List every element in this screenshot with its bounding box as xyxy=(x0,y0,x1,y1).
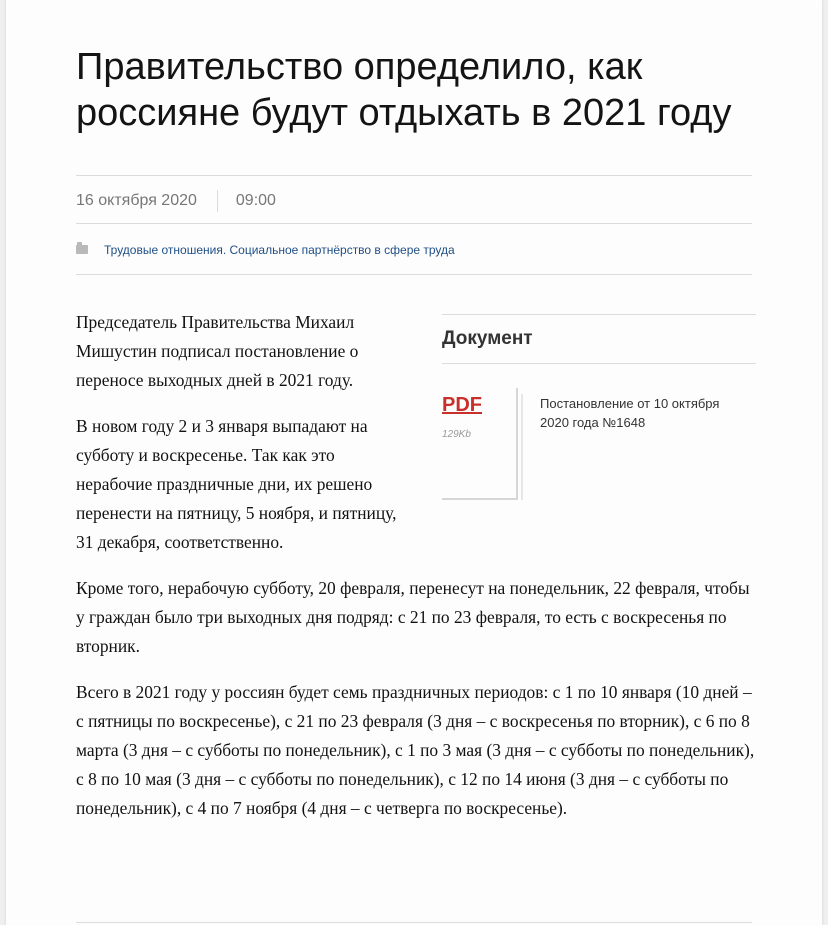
category-label[interactable]: Трудовые отношения. Социальное партнёрство в сфере труда xyxy=(104,243,455,257)
category-link[interactable] xyxy=(76,241,455,259)
publish-time: 09:00 xyxy=(235,192,276,209)
divider xyxy=(76,223,752,224)
document-name[interactable]: Постановление от 10 октября 2020 года №1648 xyxy=(540,396,720,430)
divider xyxy=(76,175,752,176)
folder-icon xyxy=(76,245,88,254)
article-meta xyxy=(76,190,276,212)
article-paragraph: Председатель Правительства Михаил Мишустин подписал постановление о переносе выходных дней в 2021 году. xyxy=(76,312,359,390)
article-page xyxy=(6,0,822,925)
article-paragraph: В новом году 2 и 3 января выпадают на субботу и воскресенье. Так как это нерабочие праздничные дни, их решено перенести на пятницу, 5 ноября, и пятницу, 31 декабря, соответственно. xyxy=(76,416,397,552)
divider xyxy=(76,922,752,923)
article-paragraph: Всего в 2021 году у россиян будет семь праздничных периодов: с 1 по 10 января (10 дней – с пятницы по воскресенье), с 21 по 23 февраля (3 дня – с воскресенья по вторник), с 6 по 8 марта (3 дня – с субботы по понедельник), с 1 по 3 мая (3 дня – с субботы по понедельник), с 8 по 10 мая (3 дня – с субботы по понедельник), с 12 по 14 июня (3 дня – с субботы по понедельник), с 4 по 7 ноября (4 дня – с четверга по воскресенье). xyxy=(76,682,755,818)
article-title: Правительство определило, как россияне будут отдыхать в 2021 году xyxy=(76,46,732,134)
document-heading: Документ xyxy=(442,328,533,349)
article-paragraph: Кроме того, нерабочую субботу, 20 февраля, перенесут на понедельник, 22 февраля, чтобы у граждан было три выходных дня подряд: с 21 по 23 февраля, то есть с воскресенья по вторник. xyxy=(76,578,750,656)
publish-date: 16 октября 2020 xyxy=(76,192,197,209)
document-panel xyxy=(442,314,756,506)
document-item[interactable] xyxy=(442,364,756,506)
pdf-download-link[interactable]: PDF xyxy=(442,394,482,416)
file-size: 129Kb xyxy=(442,429,471,440)
divider xyxy=(76,274,752,275)
article-body xyxy=(76,308,756,840)
